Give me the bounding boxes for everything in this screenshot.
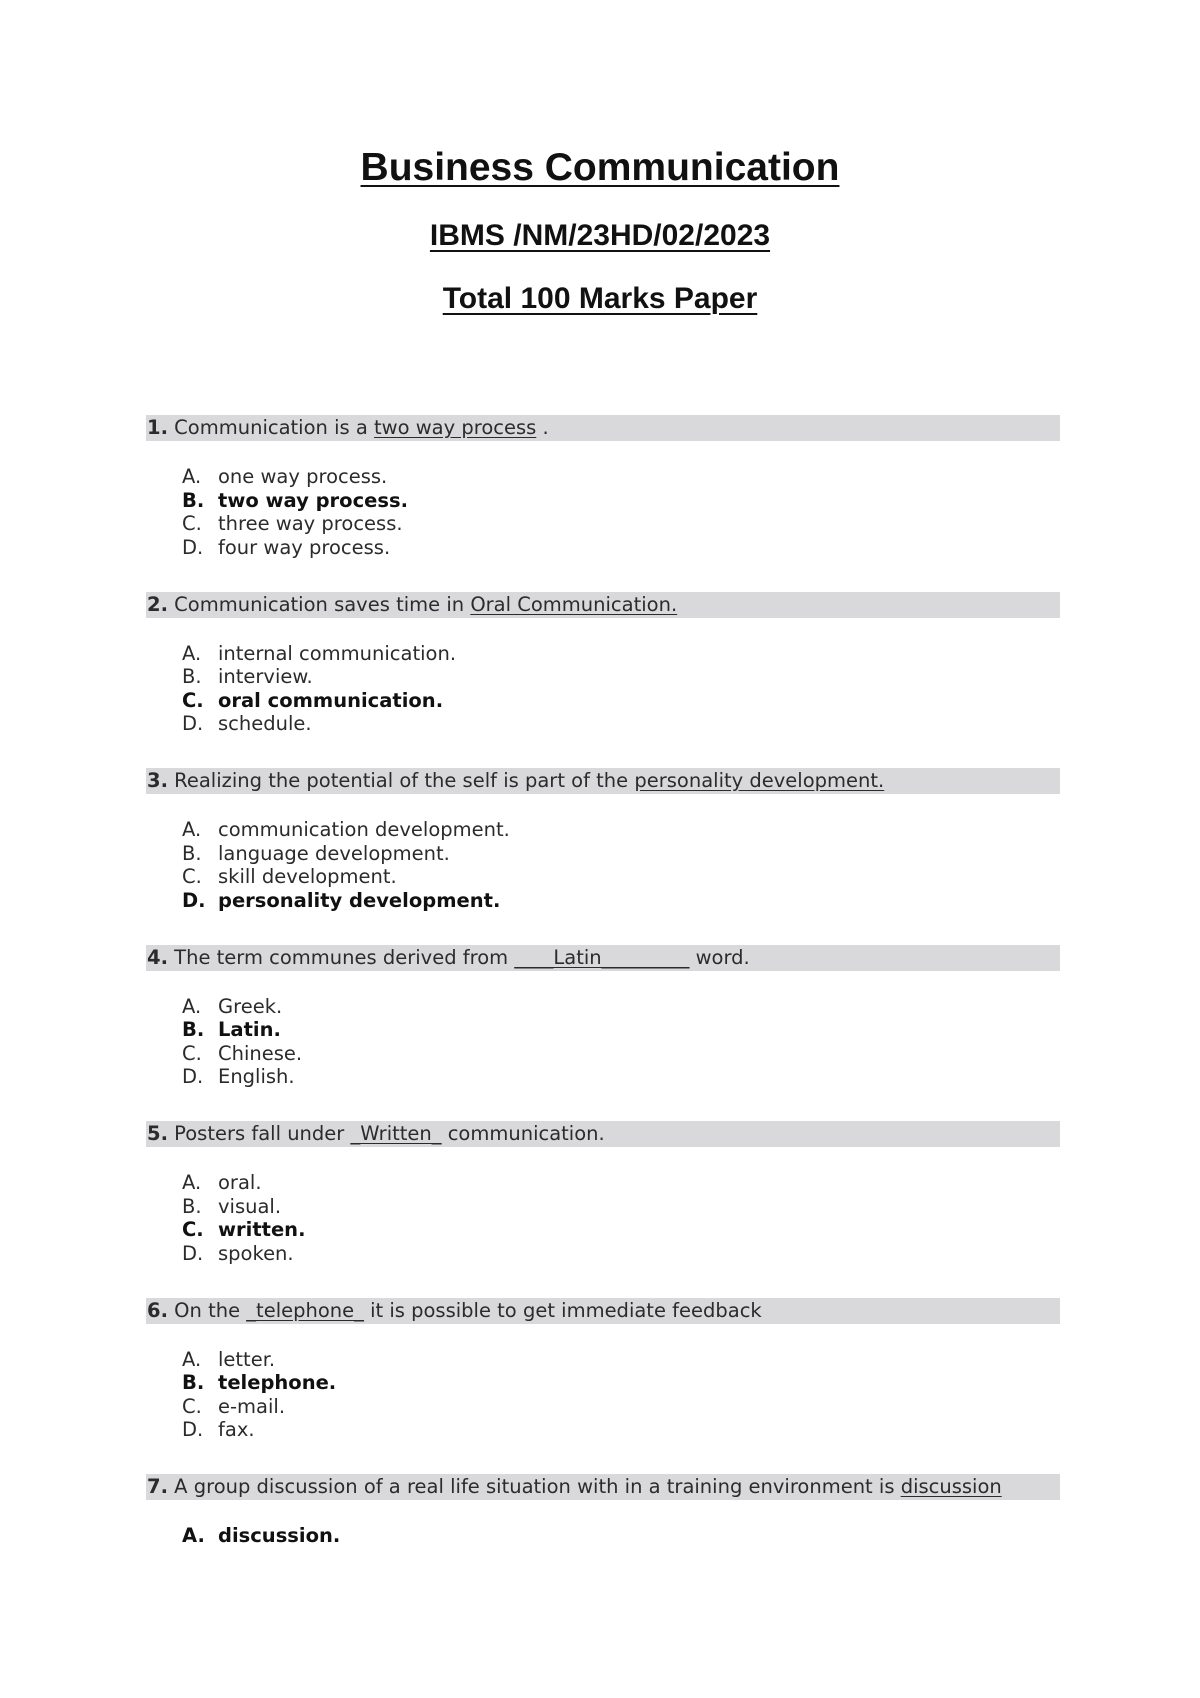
- question-number: 2.: [147, 592, 168, 616]
- question-text-end: it is possible to get immediate feedback: [363, 1298, 762, 1322]
- answer-option-correct: [182, 889, 510, 913]
- option-letter: A.: [182, 994, 202, 1018]
- answer-option: [182, 865, 510, 889]
- answer-option-correct: [182, 1218, 305, 1242]
- option-letter: C.: [182, 688, 204, 712]
- option-text: letter.: [218, 1347, 276, 1371]
- answer-option: [182, 665, 456, 689]
- question-filled-answer: two way process: [374, 416, 537, 439]
- answer-options: [182, 642, 456, 736]
- paper-title: Business Communication: [360, 146, 840, 189]
- option-text: skill development.: [218, 865, 397, 888]
- question-text: Posters fall under: [167, 1122, 351, 1145]
- answer-option: [182, 1242, 305, 1266]
- question-text: The term communes derived from: [167, 945, 515, 969]
- option-text: telephone.: [218, 1371, 337, 1394]
- answer-option: [182, 842, 510, 866]
- question-text: A group discussion of a real life situation with in a training environment is: [167, 1475, 901, 1498]
- question-stem: [146, 1298, 1060, 1324]
- question-text: Communication saves time in: [167, 592, 471, 616]
- paper-code: IBMS /NM/23HD/02/2023: [429, 219, 771, 252]
- question-filled-answer: _telephone_: [246, 1298, 364, 1322]
- option-text: three way process.: [218, 512, 403, 535]
- answer-option: [182, 1065, 302, 1089]
- option-letter: C.: [182, 1041, 202, 1065]
- option-text: four way process.: [218, 535, 391, 559]
- option-text: fax.: [218, 1418, 255, 1441]
- option-text: written.: [218, 1218, 306, 1241]
- question-filled-answer: discussion: [900, 1475, 1002, 1498]
- answer-option-correct: [182, 1018, 302, 1042]
- question-block: [146, 1474, 1060, 1547]
- question-number: 1.: [147, 416, 168, 439]
- question-text: Realizing the potential of the self is part of the: [167, 769, 635, 792]
- paper-total-marks: Total 100 Marks Paper: [442, 282, 758, 315]
- answer-option: [182, 1418, 336, 1442]
- option-text: two way process.: [218, 488, 408, 512]
- question-filled-answer: ____Latin_________: [514, 945, 690, 969]
- option-letter: A.: [182, 818, 202, 841]
- answer-option: [182, 1348, 336, 1372]
- option-text: Chinese.: [218, 1041, 303, 1065]
- answer-option: [182, 1195, 305, 1219]
- question-stem: [146, 768, 1060, 794]
- option-text: visual.: [218, 1194, 282, 1218]
- question-number: 4.: [147, 945, 168, 969]
- option-text: internal communication.: [218, 641, 457, 665]
- option-letter: B.: [182, 488, 205, 512]
- option-letter: B.: [182, 1371, 205, 1394]
- answer-options: [182, 995, 302, 1089]
- question-text-end: word.: [689, 945, 750, 969]
- question-number: 3.: [147, 769, 168, 792]
- answer-options: [182, 1171, 305, 1265]
- answer-option: [182, 712, 456, 736]
- question-filled-answer: Oral Communication.: [470, 592, 678, 616]
- answer-option: [182, 642, 456, 666]
- option-letter: A.: [182, 1171, 202, 1194]
- question-number: 5.: [147, 1122, 168, 1145]
- answer-option-correct: [182, 1371, 336, 1395]
- option-text: oral.: [218, 1171, 262, 1194]
- question-stem: [146, 415, 1060, 441]
- option-text: language development.: [218, 841, 450, 865]
- question-stem: [146, 945, 1060, 971]
- answer-options: [182, 1348, 336, 1442]
- option-letter: B.: [182, 1194, 202, 1218]
- option-letter: A.: [182, 641, 202, 665]
- question-text-end: .: [536, 416, 549, 439]
- option-text: communication development.: [218, 818, 510, 841]
- answer-option-correct: [182, 1524, 340, 1548]
- option-text: personality development.: [218, 888, 501, 912]
- option-letter: B.: [182, 1018, 205, 1041]
- answer-option: [182, 465, 408, 489]
- option-text: spoken.: [218, 1241, 294, 1265]
- option-letter: A.: [182, 1347, 202, 1371]
- answer-option-correct: [182, 689, 456, 713]
- option-letter: C.: [182, 512, 202, 535]
- option-letter: C.: [182, 1394, 202, 1418]
- option-letter: A.: [182, 465, 202, 488]
- question-block: [146, 415, 1060, 559]
- answer-option: [182, 1395, 336, 1419]
- option-text: Latin.: [218, 1018, 281, 1041]
- option-letter: D.: [182, 535, 204, 559]
- option-letter: D.: [182, 1418, 204, 1441]
- option-letter: D.: [182, 1065, 204, 1088]
- question-block: [146, 768, 1060, 912]
- answer-option: [182, 818, 510, 842]
- answer-options: [182, 465, 408, 559]
- answer-options: [182, 818, 510, 912]
- answer-option: [182, 1171, 305, 1195]
- option-text: oral communication.: [218, 688, 444, 712]
- option-text: English.: [218, 1065, 295, 1088]
- answer-option: [182, 1042, 302, 1066]
- question-filled-answer: _Written_: [350, 1122, 442, 1145]
- option-letter: D.: [182, 888, 206, 912]
- option-letter: B.: [182, 665, 202, 688]
- option-text: schedule.: [218, 712, 312, 735]
- option-letter: D.: [182, 712, 204, 735]
- answer-option: [182, 995, 302, 1019]
- question-block: [146, 945, 1060, 1088]
- option-letter: D.: [182, 1241, 204, 1265]
- option-letter: C.: [182, 865, 202, 888]
- option-letter: B.: [182, 841, 202, 865]
- answer-option-correct: [182, 489, 408, 513]
- question-filled-answer: personality development.: [634, 769, 885, 792]
- question-block: [146, 592, 1060, 735]
- question-number: 6.: [147, 1298, 168, 1322]
- question-text: On the: [167, 1298, 247, 1322]
- answer-option: [182, 512, 408, 536]
- option-text: interview.: [218, 665, 313, 688]
- option-letter: A.: [182, 1524, 205, 1547]
- question-number: 7.: [147, 1475, 168, 1498]
- question-block: [146, 1121, 1060, 1265]
- question-text-end: communication.: [441, 1122, 605, 1145]
- option-text: e-mail.: [218, 1394, 286, 1418]
- option-letter: C.: [182, 1218, 204, 1241]
- option-text: discussion.: [218, 1524, 341, 1547]
- answer-options: [182, 1524, 340, 1548]
- question-stem: [146, 1474, 1060, 1500]
- question-block: [146, 1298, 1060, 1441]
- question-stem: [146, 1121, 1060, 1147]
- option-text: one way process.: [218, 465, 388, 488]
- answer-option: [182, 536, 408, 560]
- question-text: Communication is a: [167, 416, 375, 439]
- option-text: Greek.: [218, 994, 283, 1018]
- question-stem: [146, 592, 1060, 618]
